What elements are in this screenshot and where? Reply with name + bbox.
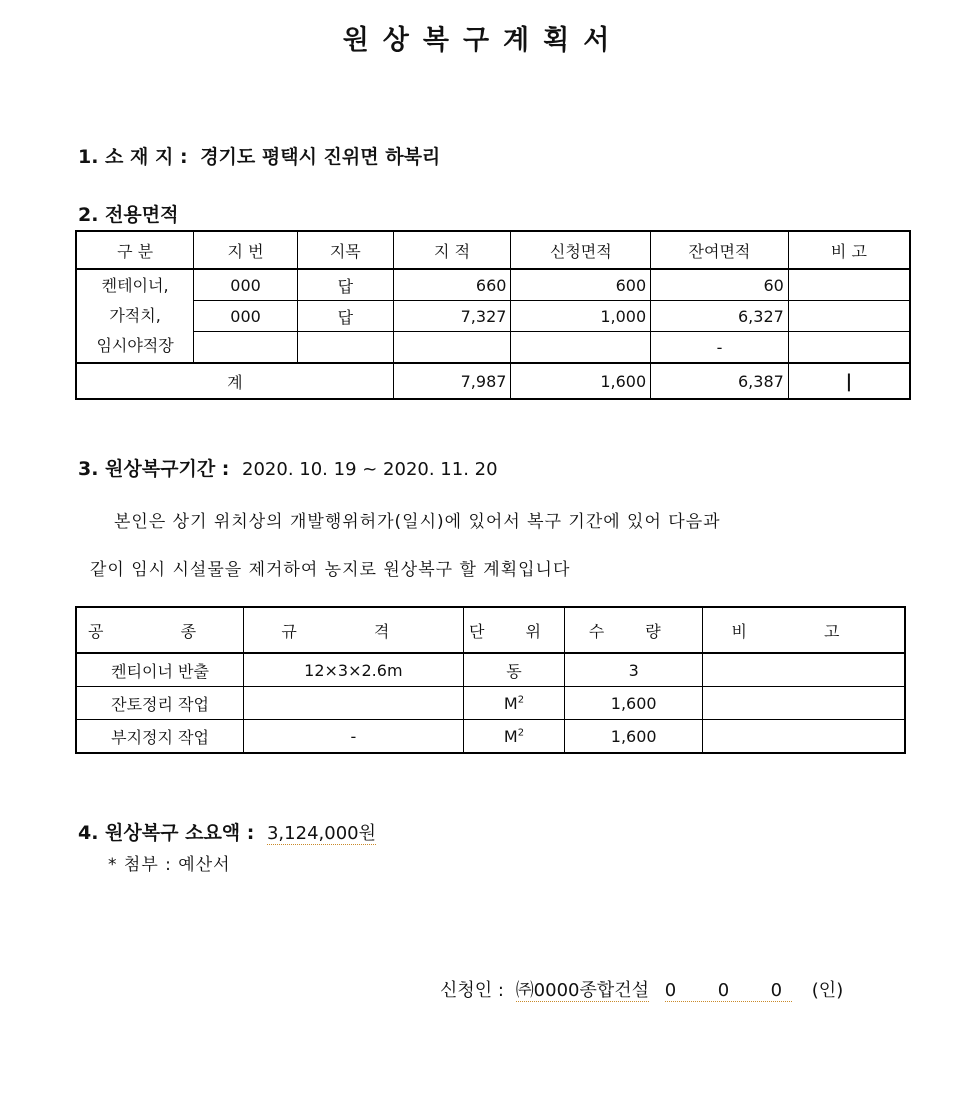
area-cell: 660 — [393, 269, 511, 301]
unit-superscript: 2 — [517, 727, 525, 739]
remaining-area-cell: - — [651, 332, 789, 364]
table-row — [76, 332, 910, 364]
unit-superscript: 2 — [517, 694, 525, 706]
lot-cell: 000 — [194, 301, 298, 332]
document-title: 원상복구계획서 — [342, 25, 624, 56]
section-period — [78, 454, 498, 481]
header-applied-area: 신청면적 — [511, 231, 651, 269]
plan-paragraph-line1: 본인은 상기 위치상의 개발행위허가(일시)에 있어서 복구 기간에 있어 다음과 — [114, 512, 721, 532]
header-lot: 지 번 — [194, 231, 298, 269]
total-remaining-area: 6,387 — [651, 363, 789, 399]
lot-cell: 000 — [194, 269, 298, 301]
section-location-label: 1. 소 재 지 : — [78, 146, 188, 168]
total-applied-area: 1,600 — [511, 363, 651, 399]
unit-cell — [463, 653, 565, 687]
section-cost-value: 3,124,000원 — [266, 823, 376, 844]
unit-text: M — [503, 693, 518, 713]
work-table — [75, 606, 906, 754]
attachment-note: * 첨부 : 예산서 — [108, 855, 231, 875]
remaining-area-cell: 6,327 — [651, 301, 789, 332]
header-remaining-area: 잔여면적 — [651, 231, 789, 269]
category-line: 임시야적장 — [96, 336, 174, 355]
applicant-label: 신청인 : — [440, 980, 504, 1001]
work-type-cell: 부지정지 작업 — [76, 720, 244, 754]
applied-area-cell: 1,000 — [511, 301, 651, 332]
header-quantity: 수 량 — [565, 607, 703, 653]
note-cell — [788, 332, 910, 364]
note-cell — [703, 720, 905, 754]
applied-area-cell — [511, 332, 651, 364]
applicant-name: 0 0 0 — [664, 980, 793, 1001]
spec-cell: - — [244, 720, 464, 754]
note-cell — [788, 269, 910, 301]
section-period-label: 3. 원상복구기간 : — [78, 458, 230, 480]
header-area: 지 적 — [393, 231, 511, 269]
header-work-type: 공 종 — [76, 607, 244, 653]
unit-cell — [463, 687, 565, 720]
land-type-cell: 답 — [297, 269, 393, 301]
spec-cell: 12×3×2.6m — [244, 653, 464, 687]
work-type-cell: 잔토정리 작업 — [76, 687, 244, 720]
area-table — [75, 230, 911, 400]
total-row — [76, 363, 910, 399]
work-type-cell: 켄티이너 반출 — [76, 653, 244, 687]
header-land-type: 지목 — [297, 231, 393, 269]
note-cell — [703, 687, 905, 720]
category-line: 켄테이너, — [101, 276, 169, 295]
lot-cell — [194, 332, 298, 364]
plan-paragraph-line2: 같이 임시 시설물을 제거하여 농지로 원상복구 할 계획입니다 — [90, 560, 571, 580]
land-type-cell: 답 — [297, 301, 393, 332]
area-cell — [393, 332, 511, 364]
header-note: 비 고 — [703, 607, 905, 653]
quantity-cell: 3 — [565, 653, 703, 687]
header-spec: 규 격 — [244, 607, 464, 653]
quantity-cell: 1,600 — [565, 720, 703, 754]
work-table-header — [76, 607, 905, 653]
remaining-area-cell: 60 — [651, 269, 789, 301]
area-cell: 7,327 — [393, 301, 511, 332]
note-cell — [788, 301, 910, 332]
spec-cell — [244, 687, 464, 720]
header-note: 비 고 — [788, 231, 910, 269]
category-cell — [76, 269, 194, 363]
section-cost-label: 4. 원상복구 소요액 : — [78, 822, 255, 844]
area-table-header — [76, 231, 910, 269]
section-area-label: 2. 전용면적 — [78, 204, 179, 226]
applied-area-cell: 600 — [511, 269, 651, 301]
table-row — [76, 687, 905, 720]
category-line: 가적치, — [109, 306, 161, 325]
section-cost — [78, 818, 376, 845]
unit-text: 동 — [506, 661, 522, 681]
table-row — [76, 269, 910, 301]
header-category: 구 분 — [76, 231, 194, 269]
unit-cell — [463, 720, 565, 754]
header-unit: 단 위 — [463, 607, 565, 653]
total-area: 7,987 — [393, 363, 511, 399]
quantity-cell: 1,600 — [565, 687, 703, 720]
table-row — [76, 301, 910, 332]
total-note: | — [788, 363, 910, 399]
land-type-cell — [297, 332, 393, 364]
section-period-value: 2020. 10. 19 ~ 2020. 11. 20 — [242, 459, 498, 480]
table-row — [76, 720, 905, 754]
applicant-company: ㈜0000종합건설 — [515, 980, 650, 1001]
applicant-seal: (인) — [811, 980, 844, 1001]
unit-text: M — [503, 726, 518, 746]
note-cell — [703, 653, 905, 687]
applicant-line — [440, 976, 843, 1002]
total-label: 계 — [76, 363, 393, 399]
section-location — [78, 142, 440, 169]
table-row — [76, 653, 905, 687]
section-location-value: 경기도 평택시 진위면 하북리 — [200, 146, 441, 168]
